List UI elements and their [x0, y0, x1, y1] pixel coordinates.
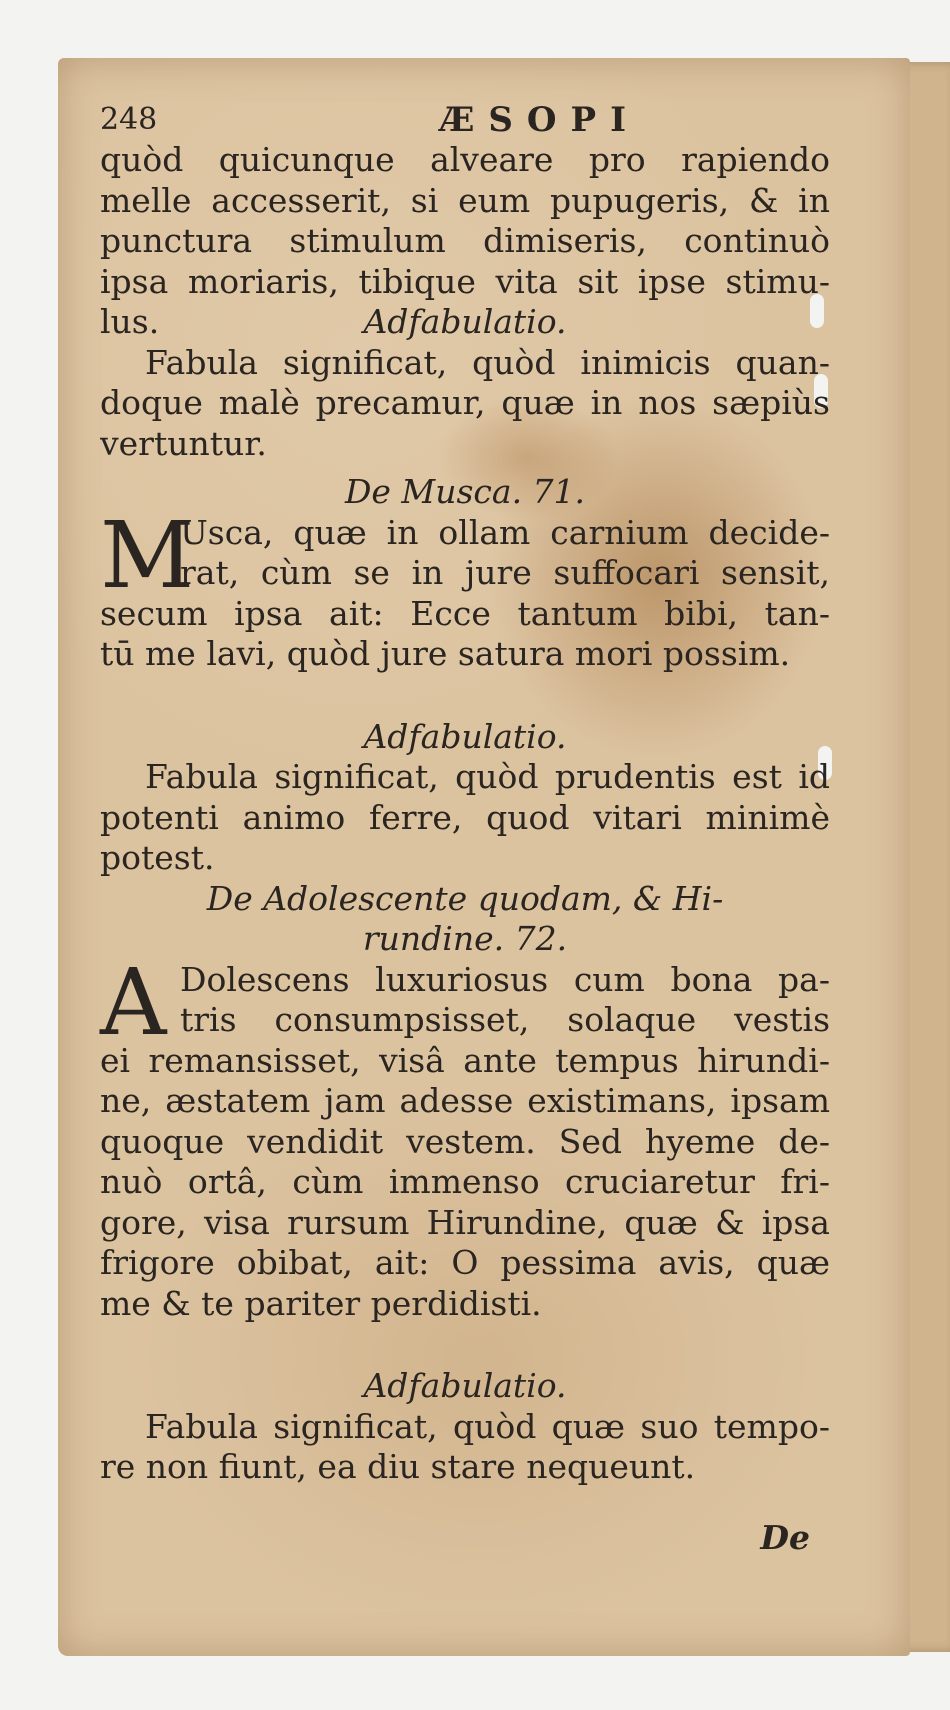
text-line: punctura stimulum dimiseris, continuò	[100, 221, 830, 260]
text-line: nuò ortâ, cùm immenso cruciaretur fri-	[100, 1162, 830, 1201]
moral-paragraph	[100, 343, 830, 465]
fable-heading: rundine. 72.	[362, 919, 568, 958]
text-line: quòd quicunque alveare pro rapiendo	[100, 140, 830, 179]
text-line: tris consumpsisset, solaque vestis	[180, 1000, 830, 1039]
text-line: tū me lavi, quòd jure satura mori possim.	[100, 634, 791, 673]
text-line: ei remansisset, visâ ante tempus hirundi-	[100, 1040, 830, 1080]
text-line: Fabula significat, quòd inimicis quan-	[145, 342, 830, 382]
fable-paragraph-hirundo	[100, 948, 830, 1325]
text-line: ne, æstatem jam adesse existimans, ipsam	[100, 1081, 830, 1120]
drop-cap: A	[100, 948, 167, 1056]
catchword: De	[760, 1517, 810, 1557]
text-line: vertuntur.	[100, 423, 267, 463]
running-head	[100, 100, 830, 140]
text-line: secum ipsa ait: Ecce tantum bibi, tan-	[100, 593, 830, 633]
text-line: ipsa moriaris, tibique vita sit ipse stimu-	[100, 261, 830, 301]
running-title: ÆSOPI	[439, 100, 640, 140]
text-line: gore, visa rursum Hirundine, quæ & ipsa	[100, 1202, 830, 1242]
fable-heading: De Adolescente quodam, & Hi-	[206, 878, 724, 918]
page-text	[100, 100, 830, 1558]
text-line: rat, cùm se in jure suffocari sensit,	[180, 553, 830, 592]
text-line: frigore obibat, ait: O pessima avis, quæ	[100, 1243, 830, 1282]
text-line: potest.	[100, 838, 215, 877]
adfabulatio-heading: Adfabulatio.	[363, 716, 567, 756]
text-line: re non fiunt, ea diu stare nequeunt.	[100, 1447, 696, 1486]
adfabulatio-heading: Adfabulatio.	[363, 302, 567, 341]
text-line: doque malè precamur, quæ in nos sæpiùs	[100, 383, 830, 422]
moral-paragraph	[100, 757, 830, 879]
text-line: Dolescens luxuriosus cum bona pa-	[180, 959, 830, 999]
text-line: quoque vendidit vestem. Sed hyeme de-	[100, 1121, 830, 1161]
page-number: 248	[100, 102, 158, 137]
moral-paragraph	[100, 1407, 830, 1488]
text-line: lus.	[100, 302, 160, 341]
text-line: potenti animo ferre, quod vitari minimè	[100, 797, 830, 837]
text-line: me & te pariter perdidisti.	[100, 1283, 542, 1323]
text-line: Fabula significat, quòd quæ suo tempo-	[145, 1406, 830, 1446]
text-line: Fabula significat, quòd prudentis est id	[145, 757, 830, 796]
fable-heading: De Musca. 71.	[344, 472, 586, 511]
text-line: melle accesserit, si eum pupugeris, & in	[100, 180, 830, 220]
adfabulatio-heading: Adfabulatio.	[363, 1366, 567, 1405]
drop-cap: M	[100, 501, 195, 609]
fable-paragraph-musca	[100, 501, 830, 675]
text-line: Usca, quæ in ollam carnium decide-	[180, 512, 830, 552]
